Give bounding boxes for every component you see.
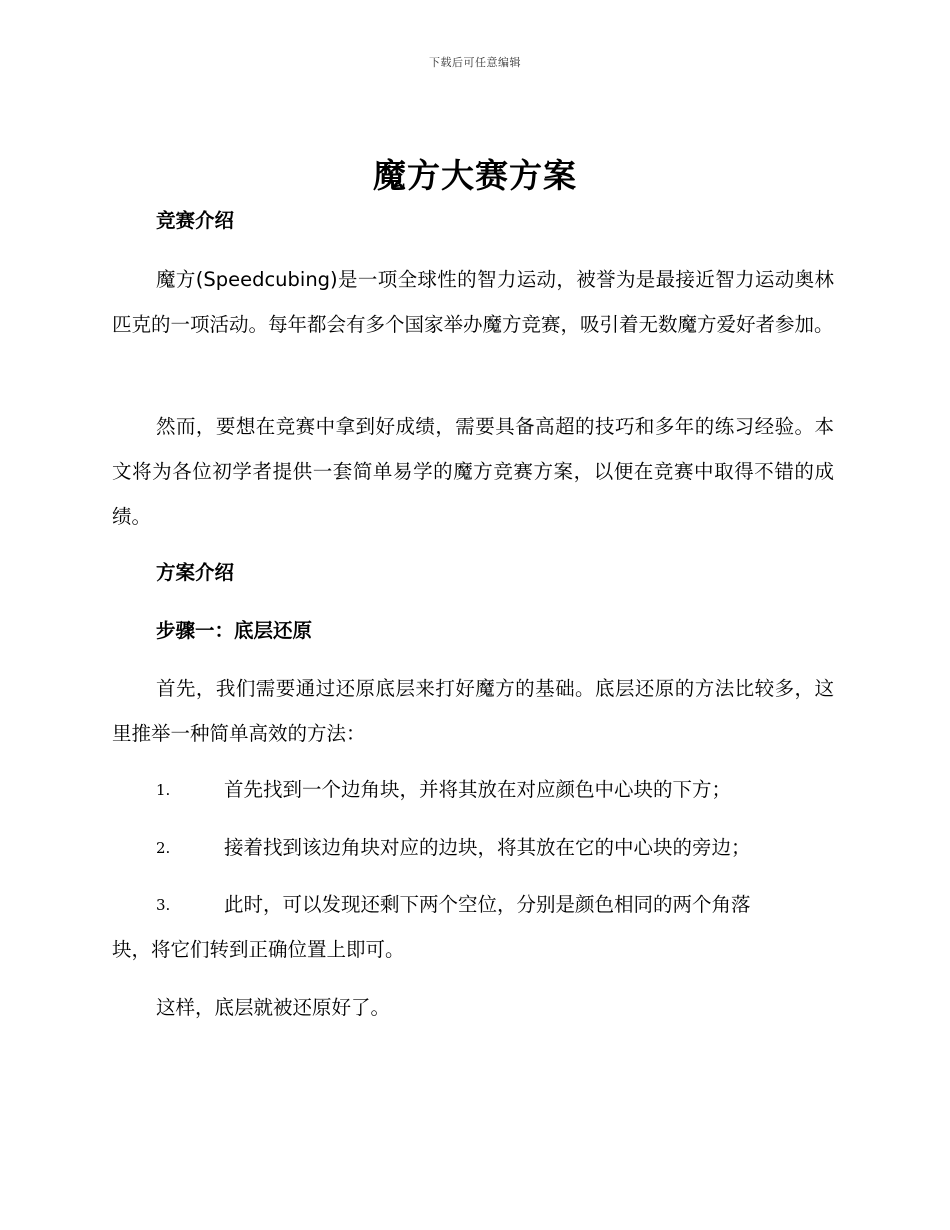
document-title: 魔方大赛方案 xyxy=(373,156,577,195)
list-item-2-text: 接着找到该边角块对应的边块，将其放在它的中心块的旁边； xyxy=(224,836,751,859)
paragraph-competition-intro-1: 魔方(Speedcubing)是一项全球性的智力运动，被誉为是最接近智力运动奥林匹克的一项活动。每年都会有多个国家举办魔方竞赛，吸引着无数魔方爱好者参加。 xyxy=(112,268,834,336)
paragraph-competition-intro-2: 然而，要想在竞赛中拿到好成绩，需要具备高超的技巧和多年的练习经验。本文将为各位初学者提供一套简单易学的魔方竞赛方案，以便在竞赛中取得不错的成绩。 xyxy=(112,415,834,528)
section-heading-plan-intro: 方案介绍 xyxy=(156,561,235,584)
step1-heading: 步骤一：底层还原 xyxy=(156,619,313,642)
list-item-3-continuation: 块，将它们转到正确位置上即可。 xyxy=(112,938,405,961)
list-item-2-number: 2. xyxy=(156,839,171,857)
list-item-1-number: 1. xyxy=(156,781,171,799)
paragraph-step1-intro: 首先，我们需要通过还原底层来打好魔方的基础。底层还原的方法比较多，这里推举一种简单高效的方法： xyxy=(112,677,834,745)
list-item-3-number: 3. xyxy=(156,896,171,914)
list-item-3-text: 此时，可以发现还剩下两个空位，分别是颜色相同的两个角落 xyxy=(224,893,751,916)
section-heading-competition-intro: 竞赛介绍 xyxy=(156,209,235,232)
list-item-1-text: 首先找到一个边角块，并将其放在对应颜色中心块的下方； xyxy=(224,778,732,801)
header-note: 下载后可任意编辑 xyxy=(429,56,521,69)
paragraph-step1-conclusion: 这样，底层就被还原好了。 xyxy=(156,996,391,1019)
